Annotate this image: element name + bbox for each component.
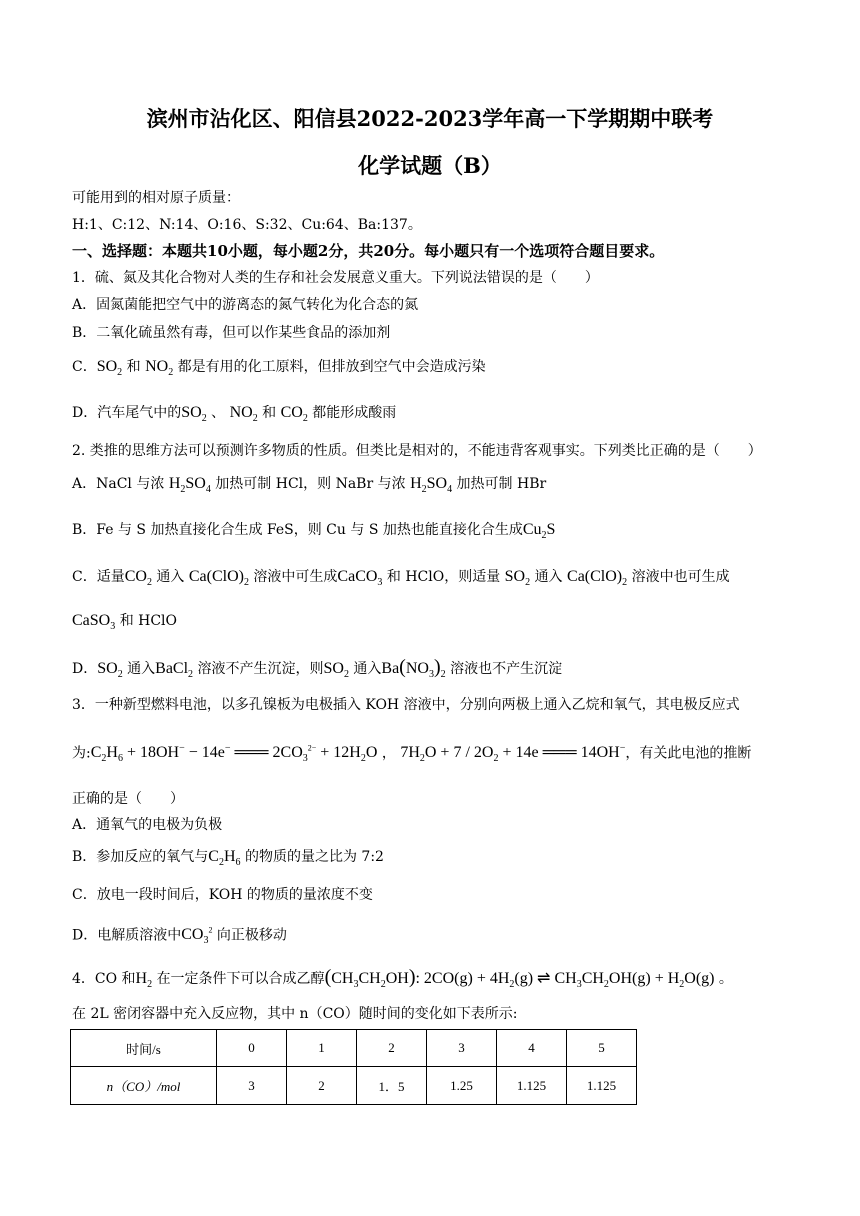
q1-stem: 1．硫、氮及其化合物对人类的生存和社会发展意义重大。下列说法错误的是（ ） [72,270,599,286]
table-header-cell: 3 [427,1030,497,1067]
section-heading: 一、选择题：本题共10小题，每小题2分，共20分。每小题只有一个选项符合题目要求。 [72,242,665,260]
table-cell: 2 [287,1067,357,1105]
table-header-cell: 0 [217,1030,287,1067]
q3-option-c: C．放电一段时间后，KOH 的物质的量浓度不变 [72,887,373,903]
table-cell: 3 [217,1067,287,1105]
table-cell: n（CO）/mol [71,1067,217,1105]
exam-title: 滨州市沾化区、阳信县2022-2023学年高一下学期期中联考 [146,106,714,131]
table-header-cell: 5 [567,1030,637,1067]
q3-stem-end: 正确的是（ ） [72,791,184,807]
table-header-row [71,1030,637,1067]
table-cell: 1.125 [497,1067,567,1105]
exam-subtitle: 化学试题（B） [358,153,502,178]
table-header-cell: 时间/s [71,1030,217,1067]
table-cell: 1.125 [567,1067,637,1105]
q2-stem: 2. 类推的思维方法可以预测许多物质的性质。但类比是相对的，不能违背客观事实。下列类比正确的是（ ） [72,443,762,459]
q3-option-b: B．参加反应的氧气与$C_2H_6$ 的物质的量之比为 7:2 [72,848,384,869]
q3-option-a: A．通氧气的电极为负极 [72,817,223,833]
q2-option-c: C．适量$CO_2$ 通入 $Ca(ClO)_2$ 溶液中可生成CaCO$_3$ 和 HClO，则适量 $SO_2$ 通入 $Ca(ClO)_2$ 溶液中也可生成 [72,568,730,589]
q1-option-b: B．二氧化硫虽然有毒，但可以作某些食品的添加剂 [72,325,391,341]
q3-stem: 3．一种新型燃料电池，以多孔镍板为电极插入 KOH 溶液中，分别向两极上通入乙烷和氧气，其电极反应式 [72,697,740,713]
q4-stem-cont: 在 2L 密闭容器中充入反应物，其中 n（CO）随时间的变化如下表所示: [72,1006,518,1022]
co-time-table [70,1029,637,1105]
q2-option-a: A．NaCl 与浓 $H_2SO_4$ 加热可制 HCl，则 NaBr 与浓 $H_2SO_4$ 加热可制 HBr [72,475,547,496]
q1-option-c: C．$SO_2$ 和 $NO_2$ 都是有用的化工原料，但排放到空气中会造成污染 [72,358,486,379]
table-header-cell: 4 [497,1030,567,1067]
table-row [71,1067,637,1105]
q2-option-b: B．Fe 与 S 加热直接化合生成 FeS，则 Cu 与 S 加热也能直接化合生成$Cu_2S$ [72,521,556,542]
q1-option-d: D．汽车尾气中的$SO_2$ 、 $NO_2$ 和 $CO_2$ 都能形成酸雨 [72,404,397,425]
q3-equation-line: 为$:C_2H_6 + 18OH^- - 14e^-$ ═══ $2CO_3^{2-} + 12H_2O$ ， $7H_2O + 7 / 2O_2 + 14e$ ═══ 14OH−，有关此电池的推断 [72,743,752,765]
q4-stem: 4．CO 和$H_2$ 在一定条件下可以合成乙醇$(CH_3CH_2OH)$: $2CO(g) + 4H_2(g)$ ⇌ $CH_3CH_2OH(g) + H_2O(g)$ 。 [72,966,733,991]
q2-option-d: D．$SO_2$ 通入BaCl$_2$ 溶液不产生沉淀，则$SO_2$ 通入$Ba(NO_3)_2$ 溶液也不产生沉淀 [72,656,563,681]
q3-option-d: D．电解质溶液中$CO_3^2$ 向正极移动 [72,926,287,947]
table-header-cell: 1 [287,1030,357,1067]
intro-line-2: H:1、C:12、N:14、O:16、S:32、Cu:64、Ba:137。 [72,217,422,233]
table-header-cell: 2 [357,1030,427,1067]
q2-option-c-cont: CaSO$_3$ 和 HClO [72,612,178,633]
q1-option-a: A．固氮菌能把空气中的游离态的氮气转化为化合态的氮 [72,297,419,313]
table-cell: 1.25 [427,1067,497,1105]
table-cell: 1．5 [357,1067,427,1105]
intro-line-1: 可能用到的相对原子质量： [72,190,240,206]
